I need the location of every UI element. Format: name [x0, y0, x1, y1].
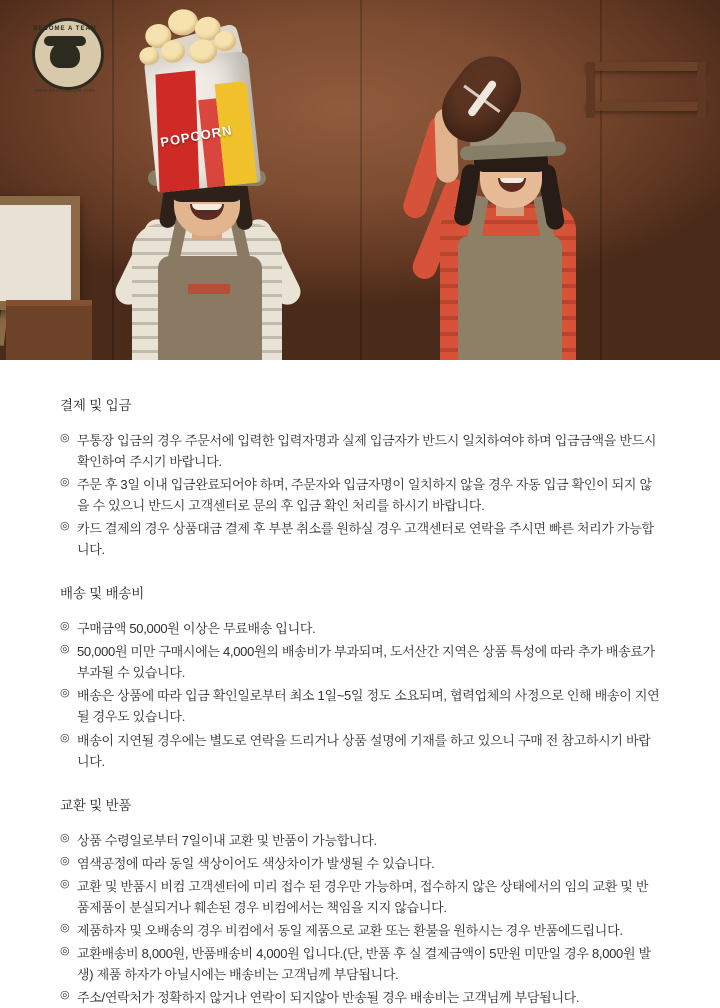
- bullet-icon: ◎: [60, 643, 70, 656]
- mascot-icon: [50, 42, 80, 68]
- person-right: [392, 86, 632, 360]
- bullet-icon: ◎: [60, 854, 70, 867]
- list-item-text: 염색공정에 따라 동일 색상이어도 색상차이가 발생될 수 있습니다.: [77, 855, 435, 871]
- list-item: [60, 641, 660, 683]
- list-item-text: 구매금액 50,000원 이상은 무료배송 입니다.: [77, 621, 316, 637]
- overall: [458, 236, 562, 360]
- wall-seam: [360, 0, 362, 360]
- list-item: [60, 685, 660, 727]
- list-item-text: 교환 및 반품시 비컴 고객센터에 미리 접수 된 경우만 가능하며, 접수하지 않은 상태에서의 임의 교환 및 반품제품이 분실되거나 훼손된 경우 비컴에서는 책임을 지지 않습니다.: [77, 878, 649, 915]
- list-item-text: 교환배송비 8,000원, 반품배송비 4,000원 입니다.(단, 반품 후 실 결제금액이 5만원 미만일 경우 8,000원 발생) 제품 하자가 아닐시에는 배송비는 고객님께 부담됩니다.: [77, 945, 651, 982]
- section-title: 배송 및 배송비: [60, 586, 145, 602]
- person-left: [96, 160, 326, 360]
- list-item-text: 주소/연락처가 정확하지 않거나 연락이 되지않아 반송될 경우 배송비는 고객님께 부담됩니다.: [77, 989, 580, 1005]
- list-item: [60, 474, 660, 516]
- bullet-icon: ◎: [60, 620, 70, 633]
- section-shipping: [60, 582, 660, 771]
- bullet-icon: ◎: [60, 988, 70, 1001]
- section-list: [60, 618, 660, 771]
- wooden-stool: [6, 300, 92, 360]
- list-item: [60, 987, 660, 1008]
- hero-photo: [0, 0, 720, 360]
- bullet-icon: ◎: [60, 687, 70, 700]
- list-item-text: 배송이 지연될 경우에는 별도로 연락을 드리거나 상품 설명에 기재를 하고 있으니 구매 전 참고하시기 바랍니다.: [77, 732, 651, 769]
- list-item-text: 카드 결제의 경우 상품대금 결제 후 부분 취소를 원하실 경우 고객센터로 연락을 주시면 빠른 처리가 가능합니다.: [77, 521, 654, 558]
- section-list: [60, 830, 660, 1008]
- section-title: 결제 및 입금: [60, 398, 132, 413]
- bullet-icon: ◎: [60, 476, 70, 489]
- apron: [158, 256, 262, 360]
- list-item: [60, 853, 660, 874]
- bullet-icon: ◎: [60, 831, 70, 844]
- list-item: [60, 430, 660, 472]
- popcorn-bag-label: POPCORN: [159, 122, 234, 150]
- brand-logo: [26, 16, 112, 102]
- list-item: [60, 920, 660, 941]
- list-item-text: 제품하자 및 오배송의 경우 비컴에서 동일 제품으로 교환 또는 환불을 원하시는 경우 반품에드립니다.: [77, 922, 623, 938]
- bullet-icon: ◎: [60, 921, 70, 934]
- bullet-icon: ◎: [60, 731, 70, 744]
- section-payment: [60, 394, 660, 560]
- logo-url-text: www.becomebym.com: [34, 88, 96, 94]
- section-exchange-return: [60, 794, 660, 1008]
- list-item-text: 무통장 입금의 경우 주문서에 입력한 입력자명과 실제 입금자가 반드시 일치하여야 하며 입금금액을 반드시 확인하여 주시기 바랍니다.: [77, 433, 657, 470]
- logo-arc-text: BECOME A TEAM: [33, 26, 97, 32]
- popcorn-bag: [131, 2, 269, 194]
- list-item-text: 주문 후 3일 이내 입금완료되어야 하며, 주문자와 입금자명이 일치하지 않을 경우 자동 입금 확인이 되지 않을 수 있으니 반드시 고객센터로 문의 후 입금 확인 처리를 하시기 바랍니다.: [77, 477, 652, 514]
- list-item-text: 배송은 상품에 따라 입금 확인일로부터 최소 1일~5일 정도 소요되며, 협력업체의 사정으로 인해 배송이 지연 될 경우도 있습니다.: [77, 688, 660, 725]
- bullet-icon: ◎: [60, 877, 70, 890]
- list-item: [60, 830, 660, 851]
- section-list: [60, 430, 660, 560]
- list-item: [60, 943, 660, 985]
- bullet-icon: ◎: [60, 520, 70, 533]
- list-item: [60, 730, 660, 772]
- policy-content: [0, 360, 720, 1008]
- list-item: [60, 876, 660, 918]
- bullet-icon: ◎: [60, 432, 70, 444]
- list-item-text: 50,000원 미만 구매시에는 4,000원의 배송비가 부과되며, 도서산간 지역은 상품 특성에 따라 추가 배송료가 부과될 수 있습니다.: [77, 644, 655, 681]
- bullet-icon: ◎: [60, 944, 70, 957]
- list-item: [60, 618, 660, 639]
- list-item: [60, 518, 660, 560]
- section-title: 교환 및 반품: [60, 797, 132, 813]
- list-item-text: 상품 수령일로부터 7일이내 교환 및 반품이 가능합니다.: [77, 832, 377, 848]
